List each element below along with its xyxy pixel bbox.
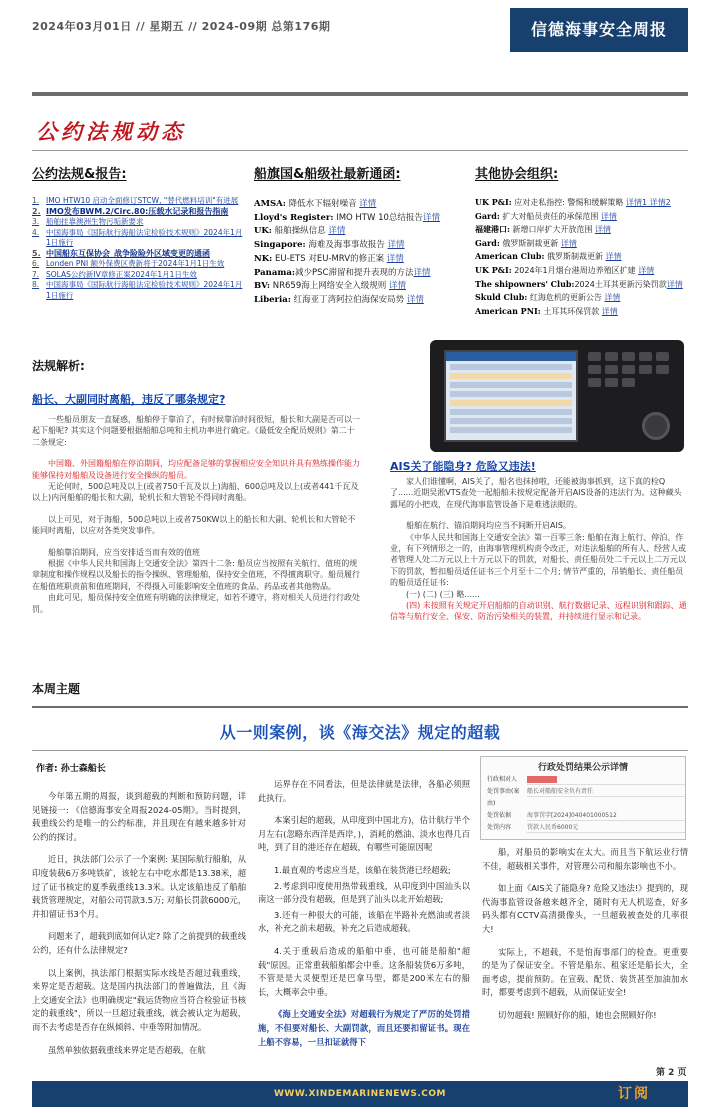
detail-link[interactable]: 详情	[605, 252, 622, 262]
regulation-link[interactable]: 2. IMO发布BWM.2/Circ.80:压载水记录和报告指南	[32, 206, 229, 216]
paragraph: 船舶在航行、锚泊期间均应当不间断开启AIS。	[406, 521, 571, 531]
paragraph: (四) 未按照有关规定开启船舶的自动识别、航行数据记录、远程识别和跟踪、通信等与航行安全、保安、防治污染相关的装置，并持续进行显示和记录。	[390, 601, 687, 622]
regulation-link[interactable]: 7. SOLAS公约新IV章修正案2024年1月1日生效	[32, 269, 197, 279]
detail-link[interactable]: 详情	[601, 306, 618, 316]
list-item: American PNI: 土耳其环保罚款 详情	[475, 305, 618, 316]
list-item: Gard: 俄罗斯制裁更新 详情	[475, 237, 577, 248]
paragraph: 今年第五期的周报，谈到超载的判断和预防问题，详见链接一: 《信德海事安全周报2024-05期》。当时提到，载重线公约是唯一的公约标准，并且现在有越来越多针对公约的探讨。	[32, 791, 246, 842]
detail-link[interactable]: 详情	[413, 267, 431, 278]
article-link-ais[interactable]: AIS关了能隐身? 危险又违法!	[390, 460, 536, 473]
paragraph: 3.还有一种很大的可能，该船在半路补充燃油或者淡水，补充之前未超载，补充之后造成超载。	[258, 909, 470, 934]
list-item: Liberia: 红海亚丁湾阿拉伯海保安局势 详情	[254, 294, 424, 305]
paragraph: 船，对船员的影响实在太大。而且当下航运业行情不佳，超载相关事件，对管理公司和船东影响也不小。	[482, 847, 688, 871]
paragraph: 问题来了，超载到底如何认定? 除了之前提到的载重线公约，还有什么法律规定?	[32, 931, 246, 955]
regulation-link[interactable]: 3. 船舶挂靠澳洲生物污垢新要求	[32, 217, 144, 226]
detail-link[interactable]: 详情	[638, 265, 655, 275]
paragraph: (一) (二) (三) 略......	[406, 589, 480, 599]
regulation-link[interactable]: 5. 中国船东互保协会_战争险险外区域变更的通函	[32, 248, 210, 258]
divider	[32, 150, 688, 151]
detail-link[interactable]: 详情	[560, 238, 577, 248]
paragraph: 以上可见，对于海船，500总吨以上或者750KW以上的船长和大副、轮机长和大管轮不能同时离船，以应对各类突发事件。	[32, 514, 356, 536]
paragraph: 由此可见，船员保持安全值班有明确的法律规定，如若不遵守，将对相关人员进行行政处罚。	[32, 593, 360, 614]
publication-title: 信德海事安全周报	[510, 8, 688, 52]
article-column-right	[482, 846, 688, 1032]
list-item: NK: EU-ETS 对EU-MRV的修正案 详情	[254, 253, 404, 264]
list-item: BV: NR659海上网络安全入级规则 详情	[254, 281, 406, 292]
divider	[32, 92, 688, 96]
article-title: 从一则案例，谈《海交法》规定的超载	[219, 723, 501, 742]
ais-article-body	[390, 476, 688, 623]
paragraph: 近日，执法部门公示了一个案例: 某国际航行船舶，从印度装载6万多吨铁矿，该轮左右中吃水都是13.38米，超过了证书核定的夏季载重线13.3米。认定该船违反了船舶载货管理规定，对船公司罚款3.5万; 对船长罚款6000元，并扣留证书3个月。	[32, 854, 246, 919]
page-header	[0, 0, 720, 56]
detail-link[interactable]: 详情1 详情2	[625, 198, 671, 207]
paragraph: 《海上交通安全法》对超载行为规定了严厉的处罚措施，不但要对船长、大副罚款，而且还要扣留证书。现在上船不容易，一旦扣证就得下	[258, 1009, 470, 1047]
detail-link[interactable]: 详情	[600, 211, 617, 221]
paragraph: 家人们谁懂啊，AIS关了，船名也抹掉啦，还能被海事抓到，这下真的栓Q了......近期吴淞VTS查处一起船舶未按规定配备开启AIS设备的违法行为。这种藏头露尾的小把戏，在现代海事监管设备下是难逃法眼的。	[390, 477, 682, 509]
list-item: AMSA: 降低水下辐射噪音 详情	[254, 199, 377, 209]
subscribe-button[interactable]: 订阅	[618, 1086, 650, 1102]
paragraph: 4.关于重载后造成的船舶中垂，也可能是船舶"超载"原因。正常重载船舶都会中垂。这条船装货6万多吨，不管是是大灵便型还是巴拿马型，都是200米左右的船长，大概率会中垂。	[258, 945, 470, 997]
page-footer	[32, 1081, 688, 1107]
device-screen	[444, 350, 578, 442]
list-item: UK P&I: 2024年1月烟台港周边养殖区扩建 详情	[475, 264, 655, 275]
paragraph: 一些船员朋友一直疑惑，船舶停于靠泊了，有时候靠泊时间很短，船长和大副是否可以一起下船呢? 其实这个问题要根据船舶总吨和主机功率进行确定。《最低安全配员规则》第二十二条规定:	[32, 415, 360, 447]
paragraph: 2.考虑到印度使用热带载重线，从印度到中国汕头以南这一部分没有超载，但是到了汕头以北开始超载;	[258, 880, 470, 905]
list-item: American Club: 俄罗斯制裁更新 详情	[475, 251, 622, 262]
detail-link[interactable]: 详情	[386, 253, 404, 264]
redacted-field	[527, 776, 557, 783]
list-item: Skuld Club: 红海危机的更新公告 详情	[475, 292, 621, 303]
detail-link[interactable]: 详情	[359, 199, 377, 209]
regulation-list	[32, 196, 247, 301]
legal-heading: 法规解析:	[32, 359, 85, 373]
paragraph: 本案引起的超载，从印度到中国北方)，估计航行半个月左右(忽略东西洋是西岸，)，消耗的燃油、淡水也得几百吨，到了目的港还存在超载，有哪些可能原因呢	[258, 815, 470, 853]
list-item: Singapore: 海难及海事事故报告 详情	[254, 240, 405, 251]
penalty-notice-image: 行政处罚结果公示详情 行政相对人 处罚事由(案由) 船长对船舶安全负有责任 处罚依据 海事罚字[2024]040401000512 处罚内容 罚款人民币6000元	[480, 756, 686, 840]
theme-heading: 本周主题	[32, 682, 81, 696]
ais-device-image	[430, 340, 684, 452]
paragraph: 1.最直观的考虑应当是，该船在装货港已经超载;	[274, 864, 451, 875]
detail-link[interactable]: 详情	[387, 240, 405, 251]
article-column-middle	[258, 778, 470, 1058]
page-number: 第 2 页	[656, 1068, 687, 1078]
section-title: 公约法规动态	[36, 119, 186, 144]
website-link[interactable]: WWW.XINDEMARINENEWS.COM	[273, 1089, 446, 1099]
paragraph: 中国籍、外国籍船舶在停泊期间，均应配备足够的掌握相应安全知识并具有熟练操作能力能够保持对船舶及设备进行安全操纵的船员。	[32, 459, 360, 480]
regulation-link[interactable]: 8. 中国海事局《国际航行海船法定检验技术规则》2024年1月1日施行	[32, 280, 243, 300]
captain-article-body	[32, 414, 360, 615]
paragraph: 切勿超载! 照顾好你的船，她也会照顾好你!	[498, 1009, 657, 1020]
device-knob	[642, 412, 670, 440]
col2-heading: 船旗国&船级社最新通函:	[254, 167, 401, 182]
article-author: 作者: 孙士森船长	[36, 764, 106, 774]
paragraph: 无论何时，500总吨及以上(或者750千瓦及以上)海船、600总吨及以上(或者441千瓦及以上)内河船舶的船长和大副，轮机长和大管轮不得同时离船。	[32, 482, 359, 503]
paragraph: 船舶靠泊期间，应当安排适当而有效的值班	[48, 547, 200, 557]
detail-link[interactable]: 详情	[388, 281, 406, 292]
regulation-link[interactable]: 6. Londen PNI 额外保费区费新将于2024年1月1日生效	[32, 259, 225, 268]
divider	[32, 706, 688, 708]
notice-title: 行政处罚结果公示详情	[537, 763, 628, 773]
paragraph: 《中华人民共和国海上交通安全法》第一百零三条: 船舶在海上航行、停泊、作业，有下列情形之一的，由海事管理机构责令改正，对违法船舶的所有人、经营人或者管理人处二万元以上十万元以下的罚款，对船长、责任船员处二千元以上二万元以下的罚款，暂扣船员适任证书三个月至十二个月; 情节严重的，吊销船长、责任船员的船员适任证书:	[390, 532, 686, 588]
detail-link[interactable]: 详情	[595, 225, 612, 235]
issue-meta: 2024年03月01日 // 星期五 // 2024-09期 总第176期	[32, 20, 331, 33]
article-link-captain[interactable]: 船长、大副同时离船，违反了哪条规定?	[32, 393, 226, 406]
article-column-left	[32, 790, 246, 1066]
paragraph: 实际上，不超载，不是怕海事部门的检查。更重要的是为了保证安全。不管是船东、租家还是船长大，全面考虑，提前预防。在宣载、配货、装货甚至加油加水时，都要考虑到不超载，从而保证安全!	[482, 946, 688, 998]
paragraph: 如上面《AIS关了能隐身? 危险又违法!》提到的，现代海事监管设备越来越齐全，随时有无人机巡查，好多码头都有CCTV高清摄像头，一旦超载被查处的几率很大!	[482, 883, 688, 934]
device-keypad	[588, 352, 674, 387]
detail-link[interactable]: 详情	[406, 294, 424, 305]
paragraph: 运界存在不同看法，但是法律就是法律，各船必须照此执行。	[258, 779, 470, 803]
list-item: Lloyd's Register: IMO HTW 10总结报告详情	[254, 212, 440, 223]
detail-link[interactable]: 详情	[604, 293, 621, 303]
detail-link[interactable]: 详情	[666, 279, 683, 289]
divider	[32, 750, 688, 751]
detail-link[interactable]: 详情	[328, 226, 346, 237]
col3-heading: 其他协会组织:	[475, 167, 559, 182]
flag-state-list	[254, 198, 459, 308]
list-item: 福建港口: 新增口岸扩大开放范围 详情	[475, 224, 612, 235]
list-item: UK P&I: 应对走私指控: 警惕和缓解策略 详情1 详情2	[475, 197, 671, 207]
regulation-link[interactable]: 1. IMO HTW10 启动全面修订STCW, "替代燃料培训"有进展	[32, 196, 239, 205]
list-item: Panama:减少PSC滞留和提升表现的方法详情	[254, 267, 431, 278]
paragraph: 根据《中华人民共和国海上交通安全法》第四十二条: 船员应当按照有关航行、值班的规章制度和操作规程以及船长的指令操纵、管理船舶，保持安全值班，不得擅离职守。船员履行在船值班职责前和值班期间，不得摄入可能影响安全值班的食品、药品或者其他物品。	[32, 559, 360, 591]
list-item: UK: 船舶操纵信息 详情	[254, 226, 346, 237]
detail-link[interactable]: 详情	[422, 212, 440, 223]
paragraph: 虽然单独依据载重线来界定是否超载，在航	[48, 1044, 206, 1055]
paragraph: 以上案例，执法部门根据实际水线是否超过载重线，来界定是否超载。这是国内执法部门的普遍做法，且《海上交通安全法》也明确规定"载运货物应当符合检验证书核定的载重线"，所以一旦超过载重线，就会被认定为超载，而不去考虑是否存在纵倾斜、中垂等附加情况。	[32, 967, 246, 1032]
association-list	[475, 196, 690, 318]
col1-heading: 公约法规&报告:	[32, 167, 127, 182]
list-item: Gard: 扩大对船员责任的承保范围 详情	[475, 210, 617, 221]
list-item: The shipowners' Club:2024土耳其更新污染罚款详情	[475, 278, 683, 289]
regulation-link[interactable]: 4. 中国海事局《国际航行海船法定检验技术规则》2024年1月1日施行	[32, 227, 243, 247]
